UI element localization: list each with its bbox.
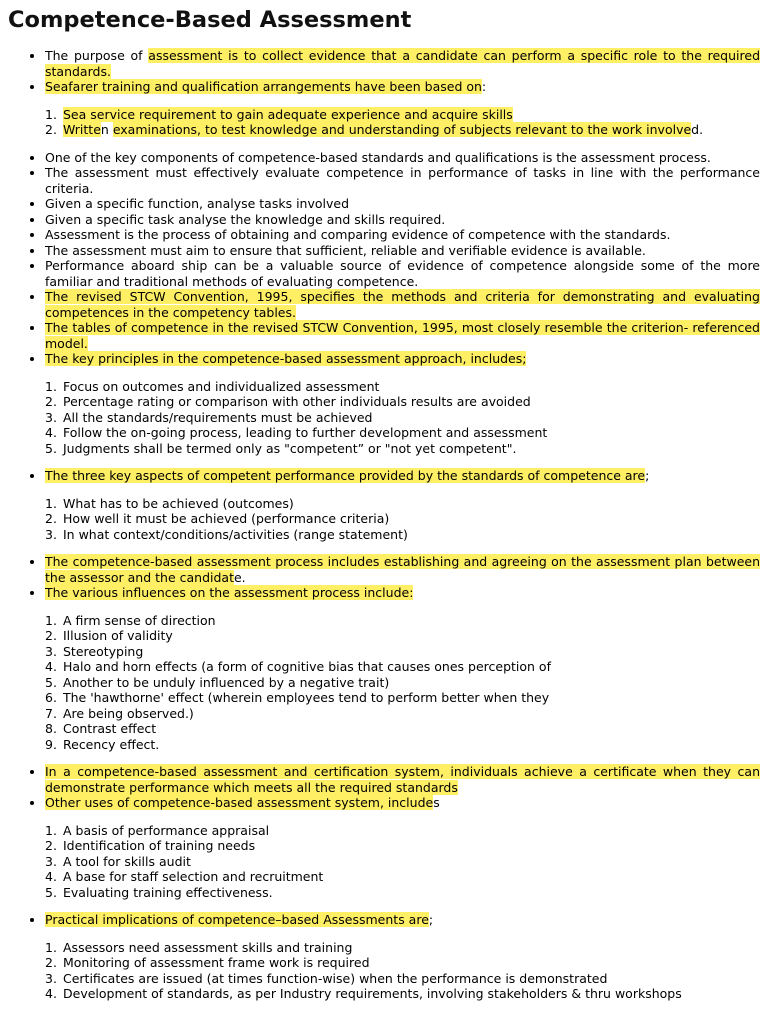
bullet-item: • Performance aboard ship can be a valuable source of evidence of competence alongside some of the more familiar and traditional methods of evaluating competence.: [45, 258, 760, 289]
bullet-item: • The purpose of assessment is to collect evidence that a candidate can perform a specific role to the required standards.: [45, 48, 760, 79]
bullet-item: • Other uses of competence-based assessment system, includes 1. A basis of performance appraisal 2. Identification of training needs 3. A tool for skills audit 4. A base for staff selection and recruitment 5. Evaluating training effectiveness.: [45, 795, 760, 900]
bullet-item: [45, 320, 760, 351]
bullet-list: [8, 48, 760, 1002]
list-item: 2. How well it must be achieved (performance criteria): [45, 511, 390, 526]
list-item: 3. A tool for skills audit: [45, 853, 191, 869]
highlighted-text: Seafarer training and qualification arrangements have been based on: [45, 79, 482, 94]
list-item: 2. Illusion of validity: [45, 628, 173, 643]
list-item: 7. Are being observed.): [45, 705, 194, 721]
highlighted-text: Other uses of competence-based assessment system, include: [45, 795, 434, 810]
highlighted-text: The revised STCW Convention, 1995, specifies the methods and criteria for demonstrating and evaluating competences in the competency tables.: [45, 289, 760, 320]
bullet-item: • Given a specific task analyse the knowledge and skills required.: [45, 212, 760, 228]
bullet-item: • One of the key components of competence-based standards and qualifications is the assessment process.: [45, 150, 760, 166]
bullet-item: • Given a specific function, analyse tasks involved: [45, 196, 760, 212]
list-item: 5. Judgments shall be termed only as "competent” or "not yet competent".: [45, 440, 517, 456]
list-item: 5. Another to be unduly influenced by a negative trait): [45, 674, 390, 690]
list-item: 6. The 'hawthorne' effect (wherein employees tend to perform better when they: [45, 690, 550, 705]
highlighted-text: The key principles in the competence-based assessment approach, includes;: [45, 351, 527, 366]
list-item: 2. Identification of training needs: [45, 838, 256, 853]
page-title: Competence-Based Assessment: [8, 7, 412, 33]
bullet-item: [45, 289, 760, 320]
list-item: 2. Percentage rating or comparison with other individuals results are avoided: [45, 394, 531, 409]
bullet-item: • The assessment must effectively evaluate competence in performance of tasks in line with the performance criteria.: [45, 165, 760, 196]
list-item: 1. Focus on outcomes and individualized assessment: [45, 378, 380, 394]
numbered-list: [45, 613, 760, 753]
list-item: 8. Contrast effect: [45, 721, 157, 736]
highlighted-text: The tables of competence in the revised STCW Convention, 1995, most closely resemble the criterion- referenced model.: [45, 320, 760, 351]
bullet-item: [45, 351, 760, 456]
bullet-item: [45, 764, 760, 795]
bullet-item: • Practical implications of competence–based Assessments are; 1. Assessors need assessment skills and training 2. Monitoring of assessment frame work is required 3. Certificates are issued (at times function-wise) when the performance is demonstrated 4. Development of standards, as per Industry requirements, involving stakeholders & thru workshops: [45, 912, 760, 1002]
list-item: 4. Halo and horn effects (a form of cognitive bias that causes ones perception of: [45, 659, 551, 674]
bullet-item: • The competence-based assessment process includes establishing and agreeing on the assessment plan between the assessor and the candidate.: [45, 554, 760, 585]
list-item: 1. Sea service requirement to gain adequate experience and acquire skills: [45, 106, 513, 122]
list-item: 2. Monitoring of assessment frame work is required: [45, 955, 370, 970]
numbered-list: [45, 496, 760, 543]
list-item: 3. In what context/conditions/activities (range statement): [45, 526, 408, 542]
list-item: 9. Recency effect.: [45, 736, 160, 752]
bullet-item: • The assessment must aim to ensure that sufficient, reliable and verifiable evidence is available.: [45, 243, 760, 259]
list-item: 3. All the standards/requirements must be achieved: [45, 409, 373, 425]
list-item: 3. Stereotyping: [45, 643, 144, 659]
bullet-item: • Seafarer training and qualification arrangements have been based on: 1. Sea service requirement to gain adequate experience and acquire skills 2. Written examinations, to test knowledge and understanding of subjects relevant to the work involved.: [45, 79, 760, 138]
numbered-list: [45, 107, 760, 138]
list-item: 1. Assessors need assessment skills and training: [45, 939, 353, 955]
bullet-item: • The three key aspects of competent performance provided by the standards of competence are; 1. What has to be achieved (outcomes) 2. How well it must be achieved (performance criteria) 3. In what context/conditions/activities (range statement): [45, 468, 760, 542]
highlighted-text: The three key aspects of competent performance provided by the standards of competence are: [45, 468, 646, 483]
list-item: 1. A basis of performance appraisal: [45, 822, 270, 838]
list-item: 5. Evaluating training effectiveness.: [45, 884, 273, 900]
highlighted-text: Sea service requirement to gain adequate experience and acquire skills: [63, 106, 513, 122]
highlighted-text: assessment is to collect evidence that a candidate can perform a specific role to the required standards.: [45, 48, 761, 79]
numbered-list: [45, 823, 760, 901]
list-item: 4. A base for staff selection and recruitment: [45, 869, 324, 884]
list-item: 2. Written examinations, to test knowledge and understanding of subjects relevant to the work involved.: [45, 122, 704, 137]
highlighted-text: Practical implications of competence–based Assessments are: [45, 912, 429, 927]
list-item: 4. Development of standards, as per Industry requirements, involving stakeholders & thru workshops: [45, 986, 682, 1001]
bullet-item: • Assessment is the process of obtaining and comparing evidence of competence with the standards.: [45, 227, 760, 243]
list-item: 1. A firm sense of direction: [45, 612, 216, 628]
highlighted-text: examinations, to test knowledge and understanding of subjects relevant to the work involve: [112, 122, 692, 137]
list-item: 3. Certificates are issued (at times function-wise) when the performance is demonstrated: [45, 970, 608, 986]
bullet-item: [45, 585, 760, 752]
highlighted-text: The various influences on the assessment process include:: [45, 585, 414, 600]
numbered-list: [45, 379, 760, 457]
highlighted-text: Writte: [63, 122, 101, 137]
list-item: 4. Follow the on-going process, leading to further development and assessment: [45, 425, 548, 440]
highlighted-text: The competence-based assessment process includes establishing and agreeing on the assessment plan between the assessor and the candidat: [45, 554, 760, 585]
highlighted-text: In a competence-based assessment and certification system, individuals achieve a certificate when they can demonstrate performance which meets all the required standards: [45, 764, 760, 795]
list-item: 1. What has to be achieved (outcomes): [45, 495, 294, 511]
numbered-list: [45, 940, 760, 1002]
